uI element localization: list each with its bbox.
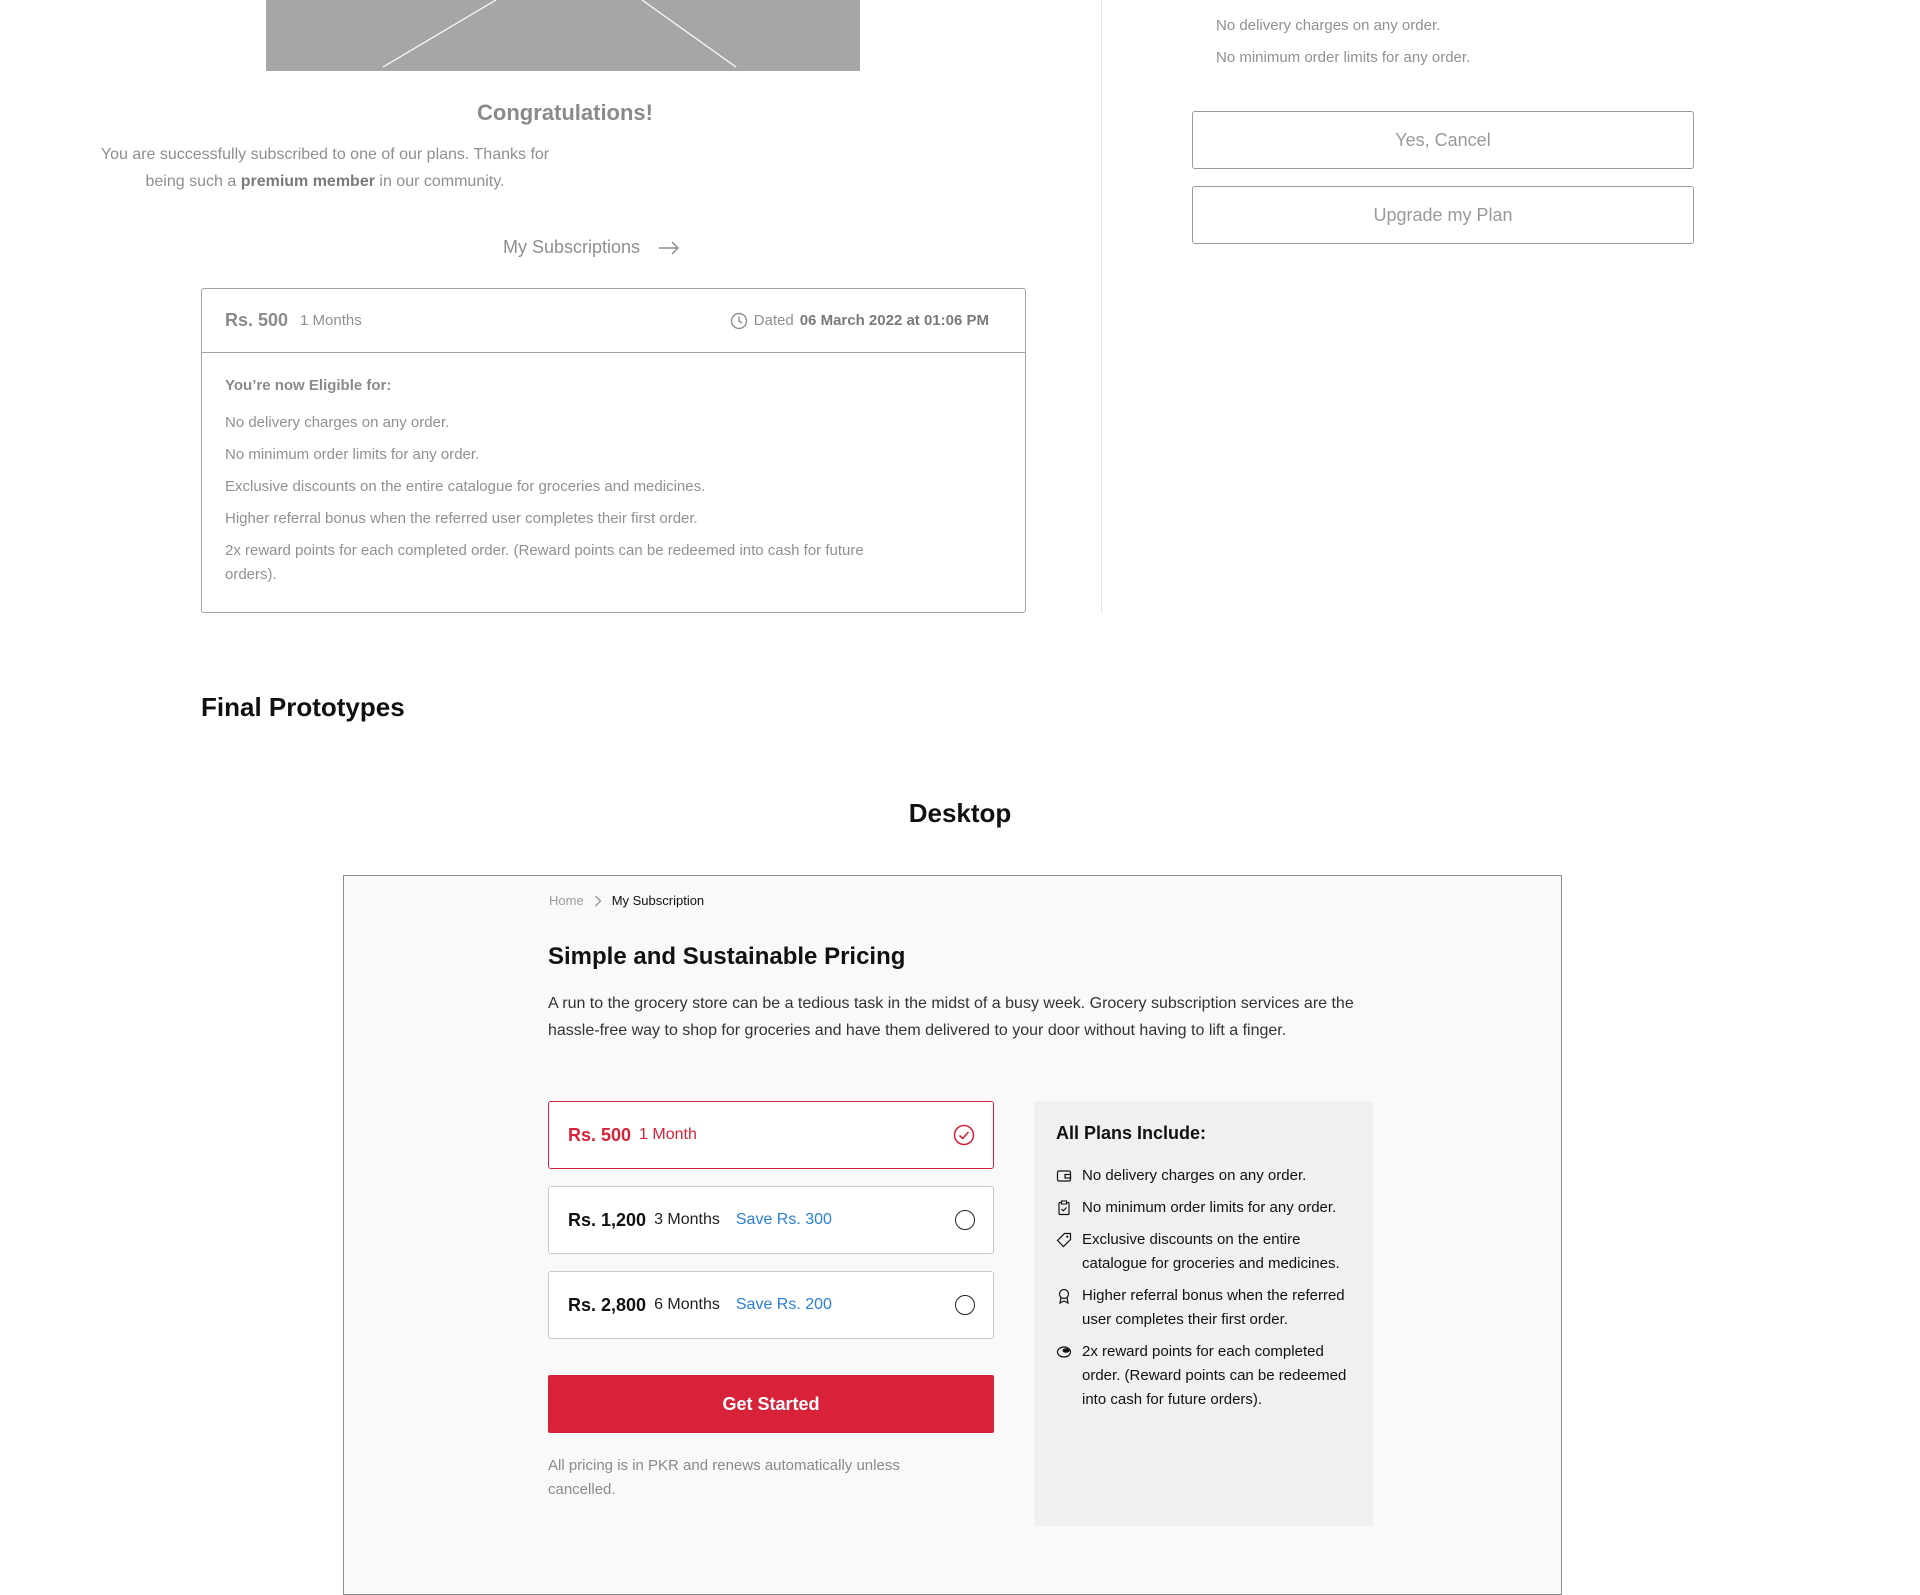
include-text: 2x reward points for each completed order. (Reward points can be redeemed into cash for future orders). xyxy=(1082,1343,1347,1408)
list-item xyxy=(1056,1340,1356,1412)
get-started-button[interactable]: Get Started xyxy=(548,1375,994,1433)
chevron-right-icon xyxy=(594,895,602,907)
plan-price: Rs. 2,800 xyxy=(568,1294,647,1315)
subscription-date xyxy=(730,312,989,330)
list-item: No delivery charges on any order. xyxy=(1216,17,1441,34)
include-text: No delivery charges on any order. xyxy=(1082,1167,1307,1184)
list-item: No minimum order limits for any order. xyxy=(1216,49,1471,66)
plan-duration: 1 Month xyxy=(639,1126,697,1143)
list-item: No delivery charges on any order. xyxy=(225,414,450,431)
plan-option-1-month[interactable] xyxy=(548,1101,994,1169)
include-text: No minimum order limits for any order. xyxy=(1082,1199,1337,1216)
plan-option-6-months[interactable] xyxy=(548,1271,994,1339)
vertical-divider xyxy=(1101,0,1102,613)
eligible-list xyxy=(225,411,865,595)
message-text: You are successfully subscribed to one of our plans. Thanks for being such a xyxy=(100,146,550,190)
eligible-title: You’re now Eligible for: xyxy=(225,377,392,394)
placeholder-cross-icon xyxy=(266,0,860,71)
breadcrumb-current: My Subscription xyxy=(611,893,705,908)
plan-price: Rs. 500 xyxy=(568,1124,632,1145)
page-title: Simple and Sustainable Pricing xyxy=(548,943,906,970)
subscription-duration: 1 Months xyxy=(300,312,362,329)
my-subscriptions-link[interactable] xyxy=(503,237,680,258)
my-subscriptions-label: My Subscriptions xyxy=(503,237,641,257)
pricing-note: All pricing is in PKR and renews automatically unless cancelled. xyxy=(548,1457,900,1498)
yes-cancel-button[interactable]: Yes, Cancel xyxy=(1192,111,1694,169)
breadcrumb-home[interactable]: Home xyxy=(549,893,584,908)
list-item: No minimum order limits for any order. xyxy=(225,446,480,463)
include-text: Higher referral bonus when the referred user completes their first order. xyxy=(1082,1287,1345,1328)
include-text: Exclusive discounts on the entire catalogue for groceries and medicines. xyxy=(1082,1231,1340,1272)
clock-icon xyxy=(730,312,748,330)
plan-option-3-months[interactable] xyxy=(548,1186,994,1254)
page-description: A run to the grocery store can be a tedious task in the midst of a busy week. Grocery subscription services are the hassle-free way to shop for groceries and have them delivered to your door without having to lift a finger. xyxy=(548,995,1354,1039)
arrow-right-icon xyxy=(658,241,680,255)
dated-prefix: Dated xyxy=(753,312,794,329)
includes-title: All Plans Include: xyxy=(1056,1123,1207,1143)
wallet-icon xyxy=(1056,1168,1072,1184)
plan-price: Rs. 1,200 xyxy=(568,1209,647,1230)
cancel-benefits xyxy=(1216,10,1470,74)
image-placeholder xyxy=(266,0,860,71)
badge-icon xyxy=(1056,1288,1072,1304)
upgrade-plan-button[interactable]: Upgrade my Plan xyxy=(1192,186,1694,244)
radio-button[interactable] xyxy=(955,1295,975,1315)
plan-duration: 3 Months xyxy=(654,1211,720,1228)
list-item xyxy=(1056,1228,1356,1276)
plans-include-panel xyxy=(1034,1101,1373,1526)
list-item: Higher referral bonus when the referred user completes their first order. xyxy=(225,510,698,527)
subscription-card-header xyxy=(202,289,1025,353)
section-title: Final Prototypes xyxy=(201,692,405,722)
dated-value: 06 March 2022 at 01:06 PM xyxy=(799,312,989,329)
list-item xyxy=(1056,1284,1356,1332)
message-bold: premium member xyxy=(240,173,375,190)
device-label: Desktop xyxy=(908,798,1012,828)
subscription-card xyxy=(201,288,1026,613)
list-item xyxy=(1056,1164,1356,1188)
list-item: 2x reward points for each completed order. (Reward points can be redeemed into cash for future orders). xyxy=(225,542,864,583)
plan-savings: Save Rs. 200 xyxy=(735,1296,832,1313)
clipboard-icon xyxy=(1056,1200,1072,1216)
breadcrumb xyxy=(549,893,704,908)
list-item xyxy=(1056,1196,1356,1220)
list-item: Exclusive discounts on the entire catalogue for groceries and medicines. xyxy=(225,478,706,495)
tag-icon xyxy=(1056,1232,1072,1248)
plan-savings: Save Rs. 300 xyxy=(735,1211,832,1228)
coins-icon xyxy=(1056,1344,1072,1360)
includes-list xyxy=(1056,1164,1356,1420)
message-text-end: in our community. xyxy=(379,173,505,190)
congrats-title: Congratulations! xyxy=(477,100,653,125)
radio-button[interactable] xyxy=(955,1210,975,1230)
subscription-price: Rs. 500 xyxy=(225,310,289,330)
success-message xyxy=(90,141,560,195)
plan-duration: 6 Months xyxy=(654,1296,720,1313)
check-circle-icon xyxy=(953,1124,975,1146)
